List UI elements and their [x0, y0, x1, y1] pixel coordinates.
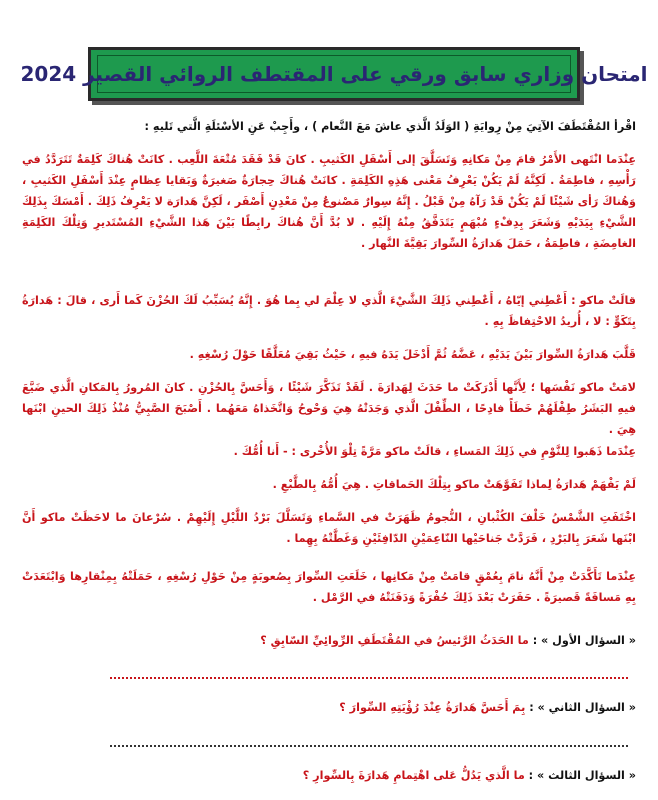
paragraph-1: عِنْدَما انْتَهى الأَمْرُ قامَ مِنْ مَكانِهِ وَتَسَلَّقَ إلى أَسْفَلِ الكَثيبِ . كانَ قَدْ فَقَدَ مُتْعَةَ اللَّعِب . كانَتْ هُناكَ كَلِمَةٌ تَتَرَدَّدُ في رَأْسِهِ ، فاطِمَةُ . لَكِنَّهُ لَمْ يَكُنْ يَعْرِفُ مَعْنى هَذِهِ الكَلِمَةِ . كانَتْ هُناكَ حِجارَةٌ صَغيرَةٌ وَبَقايا عِظامٍ عِنْدَ أَسْفَلِ الكَثيبِ ، وَهُناكَ رَأى شَيْئًا لَمْ يَكُنْ قَدْ رَآهُ مِنْ قَبْلُ . إِنَّهُ سِوارٌ مَصْنوعٌ مِنْ مَعْدِنٍ أَصْفَر ، لَكِنَّ هَدارَة لا يَعْرِفُ ذَلِكَ . أَمْسَكَ بِذَلِكَ الشَّيْءِ بِيَدَيْهِ وَشَعَرَ بِدِفْءٍ مُبْهَمٍ يَتَدَفَّقُ مِنْهُ إِلَيْهِ . لا بُدَّ أَنَّ هُناكَ رابِطًا بَيْنَ هَذا الشَّيْءِ المُسْتَديرِ وَتِلْكَ الكَلِمَةِ الغامِضَةِ ، فاطِمَةُ ، حَمَلَ هَدارَةُ السِّوارَ بَقِيَّةَ النَّهار .: [22, 153, 636, 250]
page-title: امتحان وزاري سابق ورقي على المقتطف الروائي القصير 2024: [20, 62, 648, 86]
paragraph-3: قَلَّبَ هَدارَةُ السِّوارَ بَيْنَ يَدَيْهِ ، عَضَّهُ ثُمَّ أَدْخَلَ يَدَهُ فيهِ ، حَيْثُ بَقِيَ مُعَلَّقًا حَوْلَ رُسْغِهِ .: [189, 348, 636, 361]
question-3-text: ما الَّذي يَدُلُّ عَلى اهْتِمامِ هَدارَةَ بِالسِّوارِ ؟: [302, 769, 525, 782]
paragraph-6: لَمْ يَفْهَمْ هَدارَةُ لِماذا تَفَوَّهَتْ ماكو بِتِلْكَ الحَماقاتِ . هِيَ أُمُّهُ بِالطَّبْعِ .: [272, 478, 636, 491]
paragraph-8: عِنْدَما تَأَكَّدَتْ مِنْ أَنَّهُ نامَ بِعُمْقٍ قامَتْ مِنْ مَكانِها ، خَلَعَتِ السِّوارَ بِصُعوبَةٍ مِنْ حَوْلِ رُسْغِهِ ، حَمَلَتْهُ بِمِنْقارِها وَابْتَعَدَتْ بِهِ مَسافَةً قَصيرَةً . حَفَرَتْ بَعْدَ ذَلِكَ حُفْرَةً وَدَفَنَتْهُ في الرَّمْل .: [22, 570, 636, 604]
question-3-label: « السؤال الثالث » :: [528, 769, 636, 782]
instruction: اقْرأ المُقْتَطَفَ الآتِيَ مِنْ رِوايَةِ ( الوَلَدُ الَّذي عاشَ مَعَ النَّعام ) ، وأَجِبْ عَنِ الأسْئلَةِ الَّتي تَليهِ :: [144, 120, 636, 133]
answer-line-1: [110, 677, 628, 679]
question-2-label: « السؤال الثاني » :: [529, 701, 636, 714]
paragraph-5: عِنْدَما ذَهَبوا لِلنَّوْمِ في ذَلِكَ المَساءِ ، قالَتْ ماكو مَرَّةً تِلْوَ الأُخْرى : - أَنا أُمُّكَ .: [233, 445, 636, 458]
question-1-text: ما الحَدَثُ الرَّئيسُ في المُقْتَطَفِ الرِّوائِيِّ السّابِقِ ؟: [260, 634, 529, 647]
question-2: [22, 697, 636, 718]
question-1: [22, 630, 636, 651]
question-3: [22, 765, 636, 786]
paragraph-7: اخْتَفَتِ الشَّمْسُ خَلْفَ الكُثْبانِ ، النُّجومُ ظَهَرَتْ في السَّماءِ وَتَسَلَّلَ بَرْدُ اللَّيْلِ إِلَيْهِمْ . سُرْعانَ ما لاحَظَتْ ماكو أَنَّ ابْنَها شَعَرَ بِالبَرْدِ ، فَرَدَّتْ جَناحَيْها النّاعِمَيْنِ الدّافِئَيْنِ وَغَطَّتْهُ بِهِما .: [22, 511, 636, 545]
question-1-label: « السؤال الأول » :: [532, 634, 636, 647]
paragraph-4: لامَتْ ماكو نَفْسَها ؛ لِأَنَّها أَدْرَكَتْ ما حَدَثَ لِهَدارَةَ . لَقَدْ تَذَكَّرَ شَيْئًا ، وَأَحَسَّ بِالحُزْنِ . كانَ المُرورُ بِالمَكانِ الَّذي ضَيَّعَ فيهِ البَشَرُ طِفْلَهُمْ خَطَأً فادِحًا ، الطِّفْلَ الَّذي وَجَدَتْهُ هِيَ وَحْوحُ وَاتَّخَذاهُ مَعَهُما . أَصْبَحَ الصَّبِيُّ مُنْذُ ذَلِكَ الحينِ ابْنَها هِيَ .: [22, 381, 636, 436]
answer-line-2: [110, 745, 628, 747]
title-banner: [20, 47, 648, 101]
paragraph-2: قالَتْ ماكو : أَعْطِني إيّاهُ ، أَعْطِني ذَلِكَ الشَّيْءَ الَّذي لا عِلْمَ لي بِما هُوَ . إِنَّهُ يُسَبِّبُ لَكَ الحُزْنَ كَما أَرى ، قالَ : هَدارَةُ بِتَكَوٍّ : لا ، أُريدُ الاحْتِفاظَ بِهِ .: [22, 294, 636, 328]
question-2-text: بِمَ أَحَسَّ هَدارَةُ عِنْدَ رُؤْيَتِهِ السِّوارَ ؟: [339, 701, 526, 714]
